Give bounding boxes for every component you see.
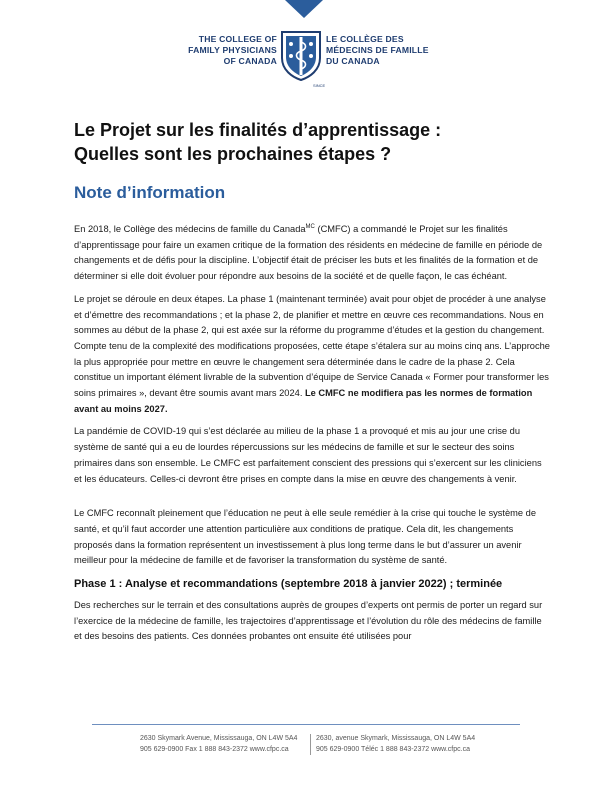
footer-divider xyxy=(92,724,520,725)
college-name-en-line: OF CANADA xyxy=(223,56,277,66)
footer-line: 905 629-0900 Fax 1 888 843-2372 www.cfpc.ca xyxy=(140,746,289,753)
paragraph-phases xyxy=(74,292,550,418)
paragraph-education: Le CMFC reconnaît pleinement que l’éducation ne peut à elle seule remédier à la crise qui touche le système de santé, et qu’il faut accorder une attention particulière aux conditions de pratique. Cela dit, les changements proposés dans la formation représentent un investissement à plus long terme dans le but d’assurer un avenir meilleur pour la médecine de famille et de favoriser la transformation du système de santé. xyxy=(74,508,537,566)
footer-line: 2630 Skymark Avenue, Mississauga, ON L4W 5A4 xyxy=(140,735,298,742)
section-heading-phase-1: Phase 1 : Analyse et recommandations (septembre 2018 à janvier 2022) ; terminée xyxy=(74,578,503,591)
footer-address-fr xyxy=(316,733,506,755)
paragraph-intro xyxy=(74,222,550,285)
college-name-fr xyxy=(326,34,429,67)
college-name-fr-line: MÉDECINS DE FAMILLE xyxy=(326,45,429,55)
document-subtitle: Note d’information xyxy=(74,183,226,202)
footer-line: 2630, avenue Skymark, Mississauga, ON L4W 5A4 xyxy=(316,735,476,742)
shield-crest-icon xyxy=(280,30,322,82)
paragraph-research: Des recherches sur le terrain et des consultations auprès de groupes d’experts ont permis de porter un regard sur l’exercice de la médecine de famille, les trajectoires d’apprentissage et l’évolution du rôle des médecins de famille et des besoins des patients. Ces données probantes ont ensuite été utilisées pour xyxy=(74,600,543,642)
college-name-fr-line: DU CANADA xyxy=(326,56,380,66)
title-line-1: Le Projet sur les finalités d’apprentissage : xyxy=(74,120,442,140)
title-line-2: Quelles sont les prochaines étapes ? xyxy=(74,144,392,164)
header-triangle xyxy=(285,0,323,18)
footer-address-en xyxy=(140,733,310,755)
paragraph-covid: La pandémie de COVID-19 qui s’est déclarée au milieu de la phase 1 a provoqué et mis au jour une crise du système de santé qui a eu de lourdes répercussions sur les médecins de famille et sur le secteur des soins primaires dans son ensemble. Le CMFC est parfaitement conscient des pressions qui s’exercent sur les cliniciens et les éducateurs. Celles-ci devront être prises en compte dans la mise en œuvre des changements à venir. xyxy=(74,426,542,484)
footer-line: 905 629-0900 Téléc 1 888 843-2372 www.cfpc.ca xyxy=(316,746,470,753)
logo-mark: SINCE xyxy=(313,83,326,88)
document-title xyxy=(74,118,554,166)
document-body xyxy=(74,222,550,652)
college-name-en-line: FAMILY PHYSICIANS xyxy=(188,45,277,55)
paragraph-text: (CMFC) a commandé le Projet sur les finalités d’apprentissage pour faire un examen critique de la formation des résidents en médecine de famille en période de changements et de défis pour la discipline. L’objectif était de préciser les buts et les finalités de la formation et de déterminer si elle doit évoluer pour répondre aux besoins de la société et de quelle façon, le cas échéant. xyxy=(74,224,543,282)
paragraph-bold-text: Le CMFC ne modifiera pas les normes de formation avant au moins 2027. xyxy=(74,388,533,414)
college-name-en xyxy=(188,34,277,67)
trademark-sup: MC xyxy=(305,224,315,230)
paragraph-text: En 2018, le Collège des médecins de famille du Canada xyxy=(74,224,306,234)
paragraph-text: Le projet se déroule en deux étapes. La phase 1 (maintenant terminée) avait pour objet de procéder à une analyse et d’émettre des recommandations ; et la phase 2, de planifier et mettre en œuvre ces recommandations. Nous en sommes au début de la phase 2, qui est axée sur la réforme du programme d’études et la gestion du changement. Compte tenu de la complexité des modifications proposées, cette étape s’étalera sur au moins cinq ans. L’approche la plus appropriée pour mettre en œuvre le changement sera déterminée dans le cadre de la phase 2. Cela constitue un important élément livrable de la subvention d’équipe de Service Canada « Former pour transformer les soins primaires », devant être soumis avant mars 2024. xyxy=(74,293,550,399)
footer-separator xyxy=(310,734,311,755)
college-name-fr-line: LE COLLÈGE DES xyxy=(326,34,404,44)
college-name-en-line: THE COLLEGE OF xyxy=(198,34,277,44)
cfpc-logo xyxy=(0,28,612,98)
